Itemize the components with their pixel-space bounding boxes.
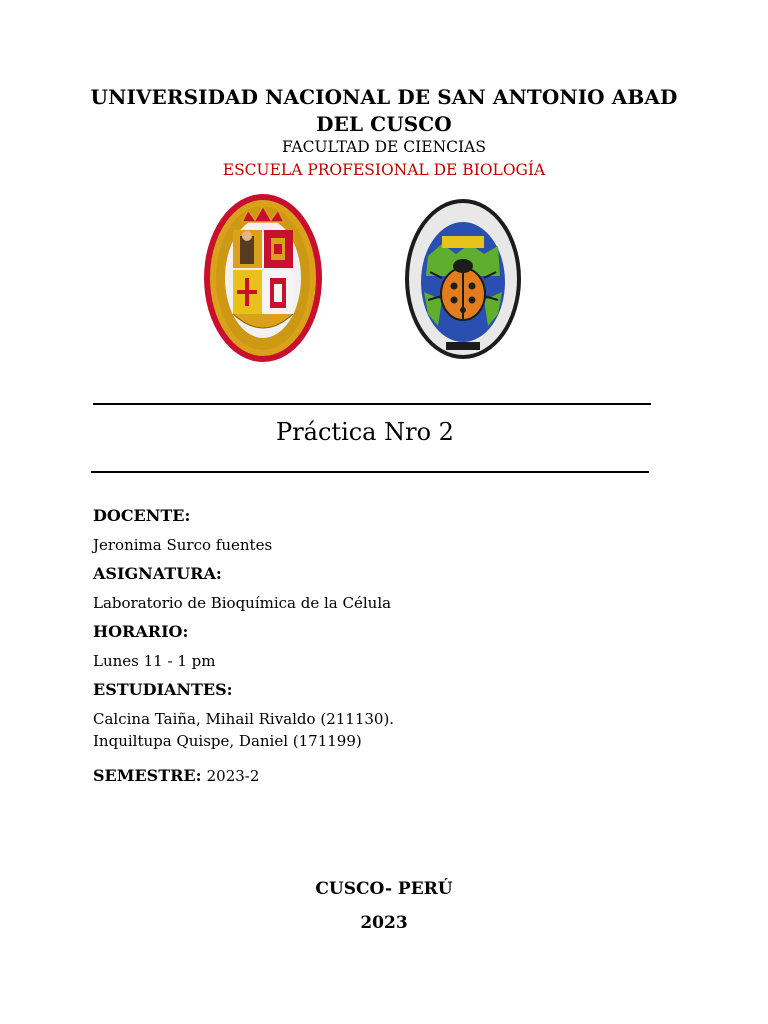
school-name: ESCUELA PROFESIONAL DE BIOLOGÍA	[222, 161, 546, 179]
asignatura-label: ASIGNATURA:	[93, 564, 222, 583]
faculty-name: FACULTAD DE CIENCIAS	[282, 138, 486, 156]
semestre-value: 2023-2	[206, 767, 260, 785]
horario-label: HORARIO:	[93, 622, 189, 641]
docente-value: Jeronima Surco fuentes	[93, 536, 273, 554]
asignatura-value: Laboratorio de Bioquímica de la Célula	[93, 594, 392, 612]
university-coat-of-arms-icon	[202, 192, 324, 364]
university-name-line2: DEL CUSCO	[316, 112, 452, 136]
student-1: Calcina Taiña, Mihail Rivaldo (211130).	[93, 710, 395, 728]
semestre-line	[93, 766, 259, 786]
bottom-divider	[91, 471, 649, 473]
top-divider	[93, 403, 651, 405]
docente-label: DOCENTE:	[93, 506, 191, 525]
horario-value: Lunes 11 - 1 pm	[93, 652, 216, 670]
footer-year: 2023	[360, 913, 408, 933]
footer-place: CUSCO- PERÚ	[315, 879, 453, 899]
university-name-line1: UNIVERSIDAD NACIONAL DE SAN ANTONIO ABAD	[90, 85, 678, 109]
practice-title: Práctica Nro 2	[276, 418, 454, 446]
semestre-label: SEMESTRE:	[93, 766, 202, 785]
estudiantes-label: ESTUDIANTES:	[93, 680, 233, 699]
student-2: Inquiltupa Quispe, Daniel (171199)	[93, 732, 362, 750]
university-name	[0, 84, 768, 138]
faculty-biological-sciences-emblem-icon	[402, 196, 524, 362]
